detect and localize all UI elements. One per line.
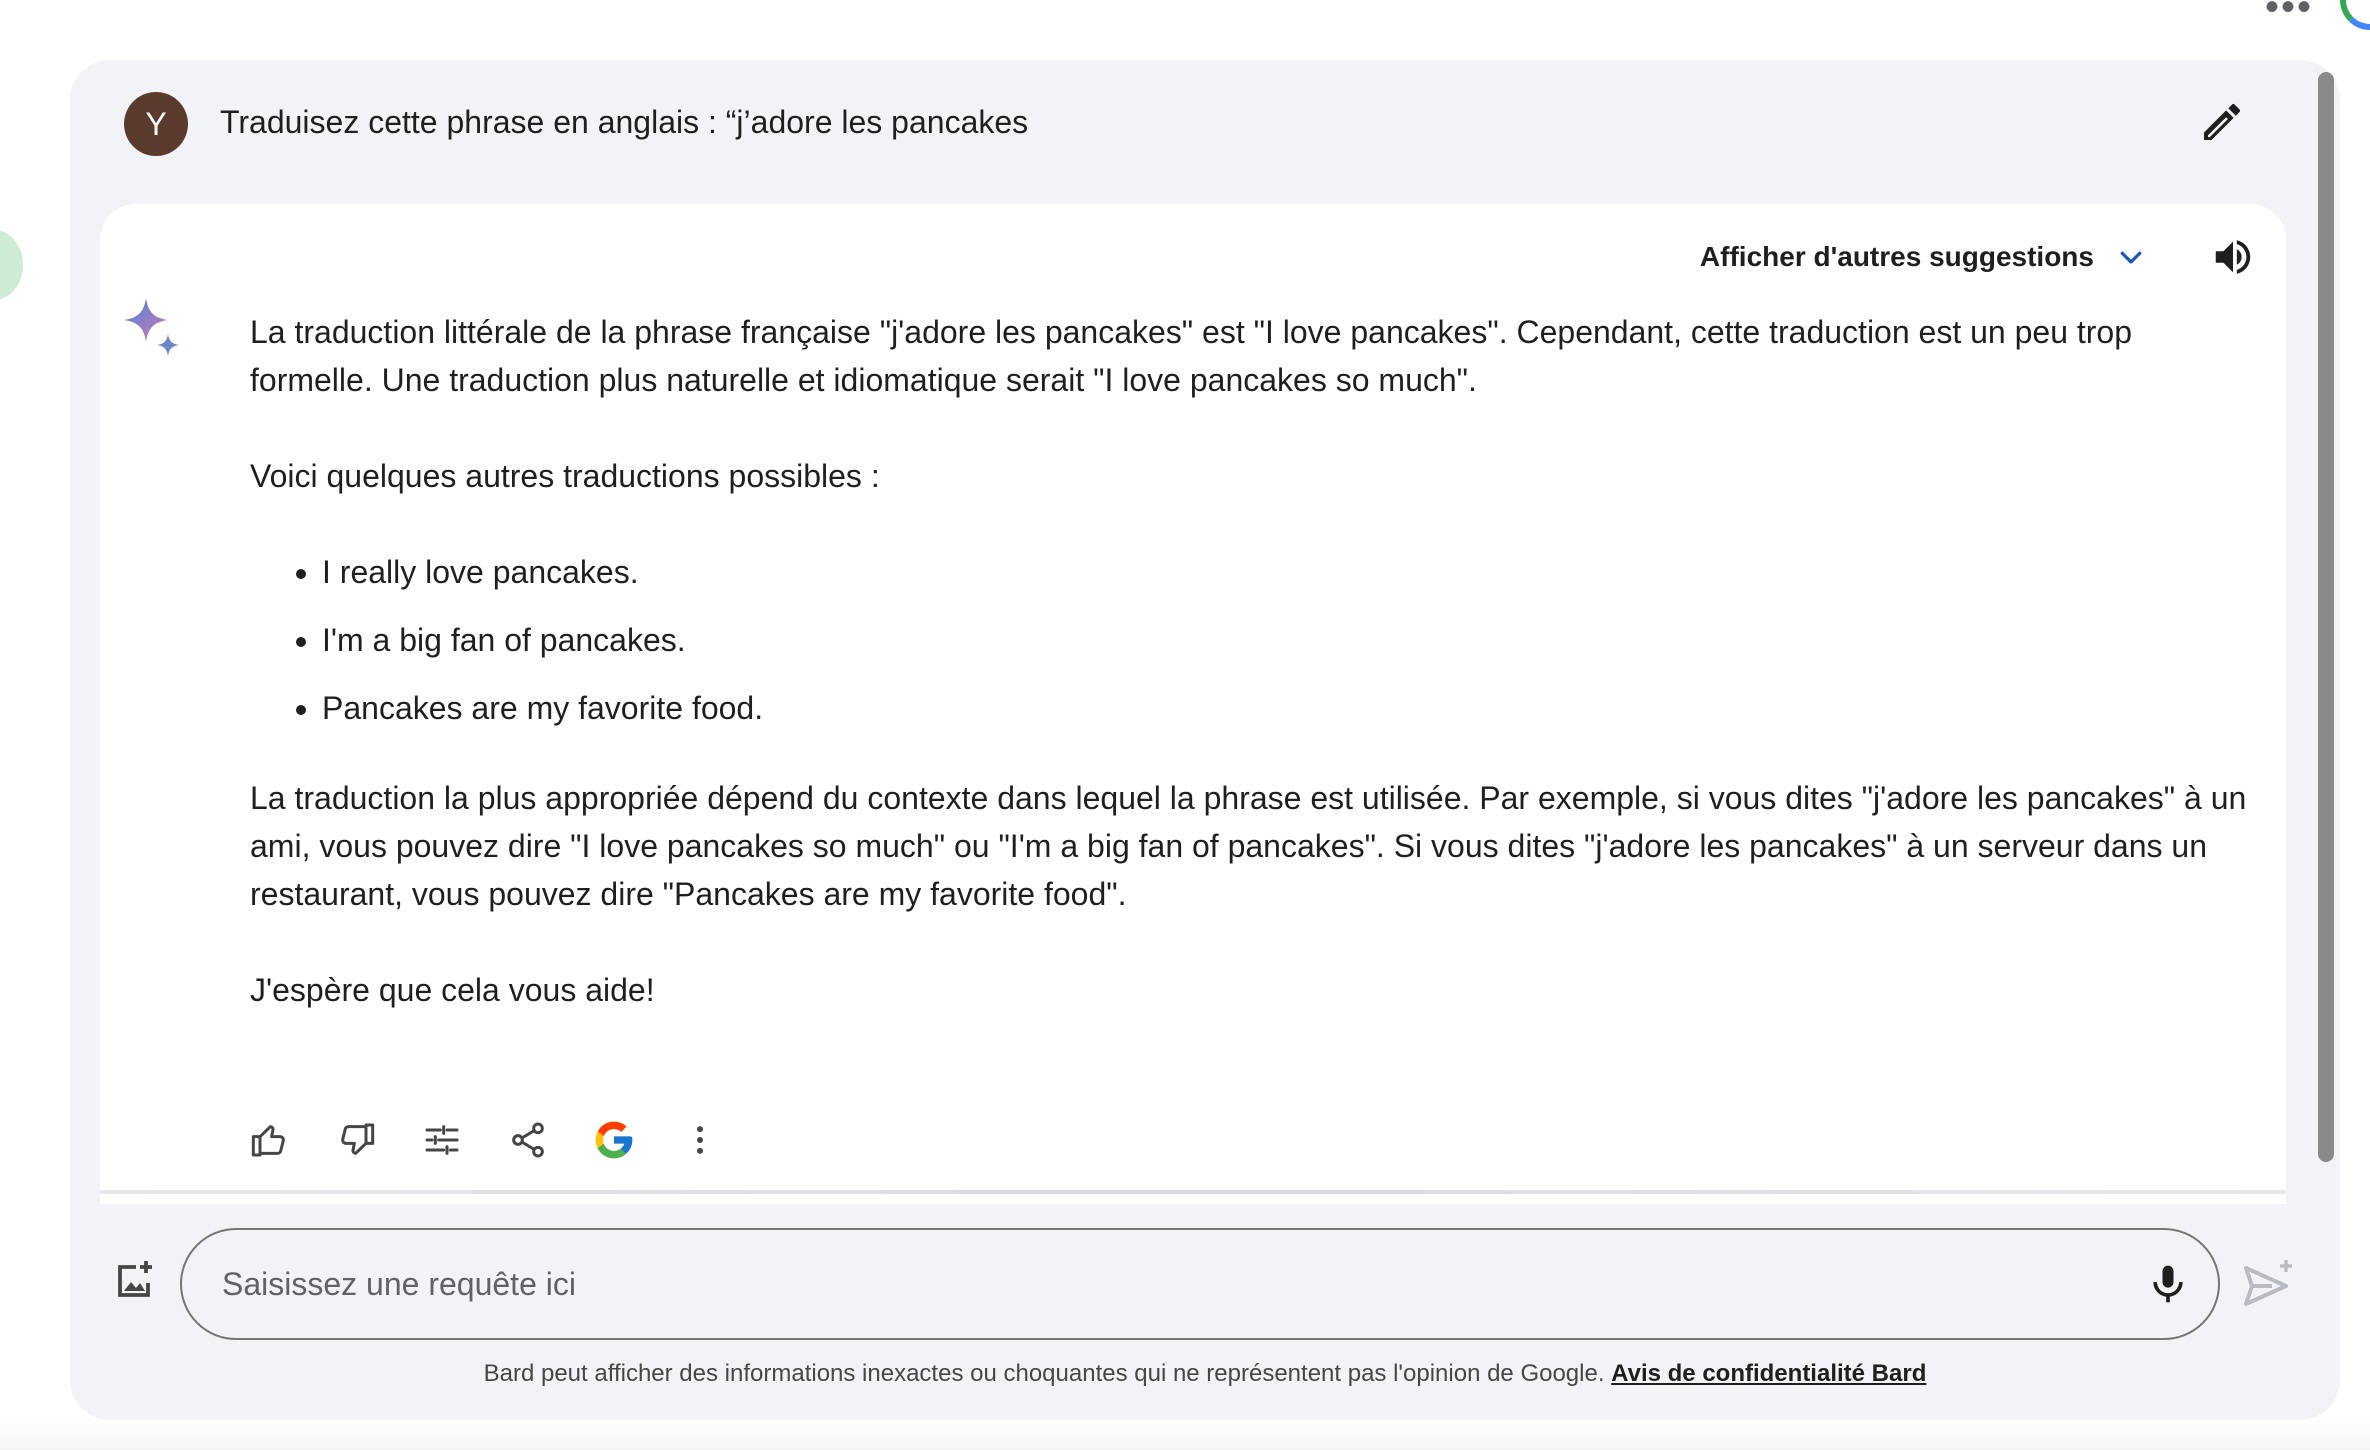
list-item: • I'm a big fan of pancakes. — [322, 616, 2250, 664]
bard-response-card — [100, 204, 2286, 1204]
response-paragraph: La traduction la plus appropriée dépend du contexte dans lequel la phrase est utilisée. Par exemple, si vous dites "j'adore les pancakes" à un ami, vous pouvez dire "I love pancakes so much" ou "I'm a big fan of pancakes". Si vous dites "j'adore les pancakes" à un serveur dans un restaurant, vous pouvez dire "Pancakes are my favorite food". — [250, 780, 2247, 912]
response-paragraph: J'espère que cela vous aide! — [250, 972, 655, 1008]
image-upload-icon[interactable] — [110, 1257, 158, 1305]
list-item: • Pancakes are my favorite food. — [322, 684, 2250, 732]
sidebar-edge-decoration — [0, 230, 23, 300]
speaker-volume-icon[interactable] — [2210, 234, 2256, 280]
list-item: • I really love pancakes. — [322, 548, 2250, 596]
modify-response-button[interactable] — [418, 1116, 466, 1164]
response-body — [250, 308, 2250, 1062]
disclaimer-text: Bard peut afficher des informations inexactes ou choquantes qui ne représentent pas l'opinion de Google. — [483, 1360, 1605, 1387]
apps-more-icon[interactable]: ••• — [2265, 0, 2314, 29]
microphone-icon[interactable] — [2146, 1262, 2190, 1306]
show-drafts-button[interactable] — [1700, 232, 2146, 282]
translations-list — [250, 548, 2250, 732]
google-icon — [592, 1118, 636, 1162]
share-button[interactable] — [504, 1116, 552, 1164]
thumbs-down-icon — [336, 1120, 376, 1160]
query-input-container — [180, 1228, 2220, 1340]
show-drafts-label: Afficher d'autres suggestions — [1699, 241, 2094, 272]
footer-disclaimer — [70, 1360, 2340, 1388]
response-paragraph: La traduction littérale de la phrase française "j'adore les pancakes" est "I love pancakes". Cependant, cette traduction est un peu trop formelle. Une traduction plus naturelle et idiomatique serait "I love pancakes so much". — [250, 314, 2133, 398]
response-action-bar — [246, 1110, 762, 1170]
user-avatar: Y — [124, 92, 188, 156]
bottom-edge — [0, 1420, 2370, 1450]
response-divider — [100, 1190, 2286, 1194]
more-vert-icon — [680, 1120, 720, 1160]
thumbs-down-button[interactable] — [332, 1116, 380, 1164]
chevron-down-icon — [2116, 242, 2146, 272]
account-avatar[interactable] — [2340, 0, 2370, 30]
share-icon — [508, 1120, 548, 1160]
response-paragraph: Voici quelques autres traductions possibles : — [250, 458, 880, 494]
tune-icon — [422, 1120, 462, 1160]
google-it-button[interactable] — [590, 1116, 638, 1164]
privacy-notice-link[interactable]: Avis de confidentialité Bard — [1611, 1360, 1927, 1387]
edit-pencil-icon[interactable] — [2198, 98, 2246, 146]
more-options-button[interactable] — [676, 1116, 724, 1164]
bard-sparkle-icon — [122, 296, 186, 360]
send-icon[interactable] — [2240, 1258, 2296, 1314]
thumbs-up-button[interactable] — [246, 1116, 294, 1164]
user-prompt-text: Traduisez cette phrase en anglais : “j’adore les pancakes — [220, 104, 1029, 140]
thumbs-up-icon — [250, 1120, 290, 1160]
user-prompt-row — [70, 60, 2340, 200]
conversation-card — [70, 60, 2340, 1420]
query-input[interactable] — [220, 1230, 2100, 1338]
scrollbar-thumb[interactable] — [2318, 72, 2334, 1162]
